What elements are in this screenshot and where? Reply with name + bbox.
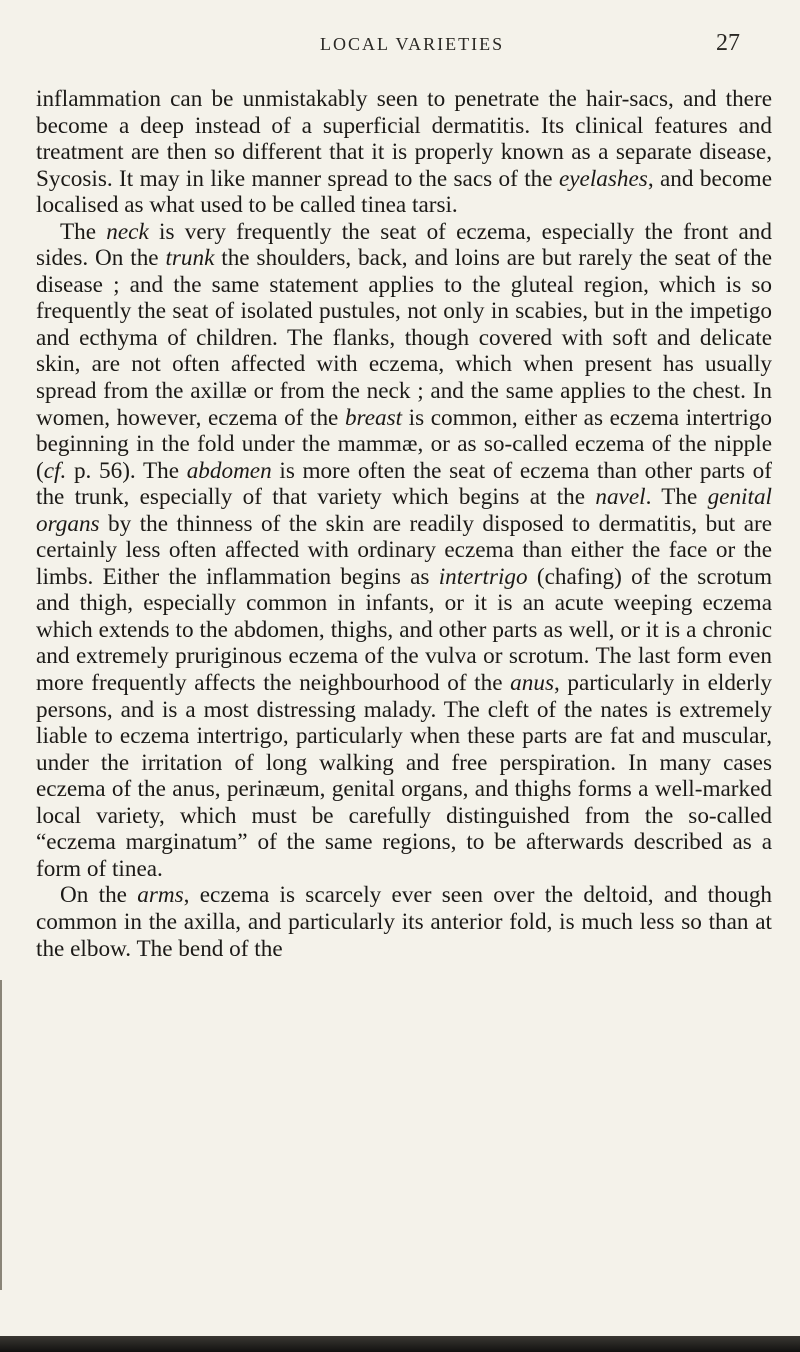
text-run: The xyxy=(60,218,107,245)
text-run: , particularly in elderly persons, and is a most distressing malady. The cleft of the nates is extremely liable to eczema intertrigo, particularly when these parts are fat and muscular, under the irritation of long walking and free perspiration. In many cases eczema of the anus, perinæum, genital organs, and thighs forms a well-marked local variety, which must be carefully distinguished from the so-called “eczema marginatum” of the same regions, to be afterwards described as a form of tinea. xyxy=(36,670,772,882)
running-head-title: LOCAL VARIETIES xyxy=(320,34,505,54)
text-run: (chafing) of the scrotum and thigh, especially common in infants, or it is an acute weeping eczema which extends to the abdomen, thighs, and other parts as well, or it is a chronic and extremely pruriginous eczema of the vulva or scrotum. The last form even more frequently affects the neighbourhood of the xyxy=(36,563,772,697)
paragraph-neck-trunk xyxy=(36,219,772,883)
text-run: is very frequently the seat of eczema, especially the front and sides. On the xyxy=(36,218,772,272)
italic-term: genital organs xyxy=(36,484,772,537)
italic-term: arms xyxy=(137,882,184,909)
text-run: p. 56). The xyxy=(66,457,187,484)
running-head xyxy=(0,20,800,60)
text-run: inflammation can be unmistakably seen to penetrate the hair-sacs, and there become a deep instead of a superficial dermatitis. Its clinical features and treatment are then so different that it is properly known as a separate disease, Sycosis. It may in like manner spread to the sacs of the xyxy=(36,86,772,192)
text-run: , eczema is scarcely ever seen over the deltoid, and though common in the axilla, and particularly its anterior fold, is much less so than at the elbow. The bend of the xyxy=(36,882,772,962)
text-run: the shoulders, back, and loins are but rarely the seat of the disease ; and the same statement applies to the gluteal region, which is so frequently the seat of isolated pustules, not only in scabies, but in the impetigo and ecthyma of children. The flanks, though covered with soft and delicate skin, are not often affected with eczema, which when present has usually spread from the axillæ or from the neck ; and the same applies to the chest. In women, however, eczema of the xyxy=(36,245,772,431)
paragraph-continued xyxy=(36,86,772,219)
italic-term: cf. xyxy=(43,457,67,484)
text-run: . The xyxy=(645,484,708,511)
italic-term: neck xyxy=(106,218,149,245)
body-text xyxy=(36,86,772,1286)
page-number: 27 xyxy=(716,30,740,56)
text-run: , and become localised as what used to be called tinea tarsi. xyxy=(36,165,772,219)
italic-term: abdomen xyxy=(186,457,272,484)
paragraph-arms xyxy=(36,882,772,962)
page-bottom-edge xyxy=(0,1336,800,1352)
text-run: On the xyxy=(60,882,138,909)
text-run: is common, either as eczema intertrigo beginning in the fold under the mammæ, or as so-called eczema of the nipple ( xyxy=(36,404,772,484)
binding-edge-line xyxy=(0,980,2,1290)
italic-term: intertrigo xyxy=(438,563,528,590)
text-run: by the thinness of the skin are readily disposed to dermatitis, but are certainly less often affected with ordinary eczema than either the face or the limbs. Either the inflammation begins as xyxy=(36,510,772,590)
italic-term: eyelashes xyxy=(558,165,648,192)
italic-term: breast xyxy=(344,404,403,431)
text-run: is more often the seat of eczema than other parts of the trunk, especially of that variety which begins at the xyxy=(36,457,772,511)
italic-term: trunk xyxy=(165,245,215,272)
italic-term: navel xyxy=(595,484,646,511)
italic-term: anus xyxy=(510,670,554,697)
